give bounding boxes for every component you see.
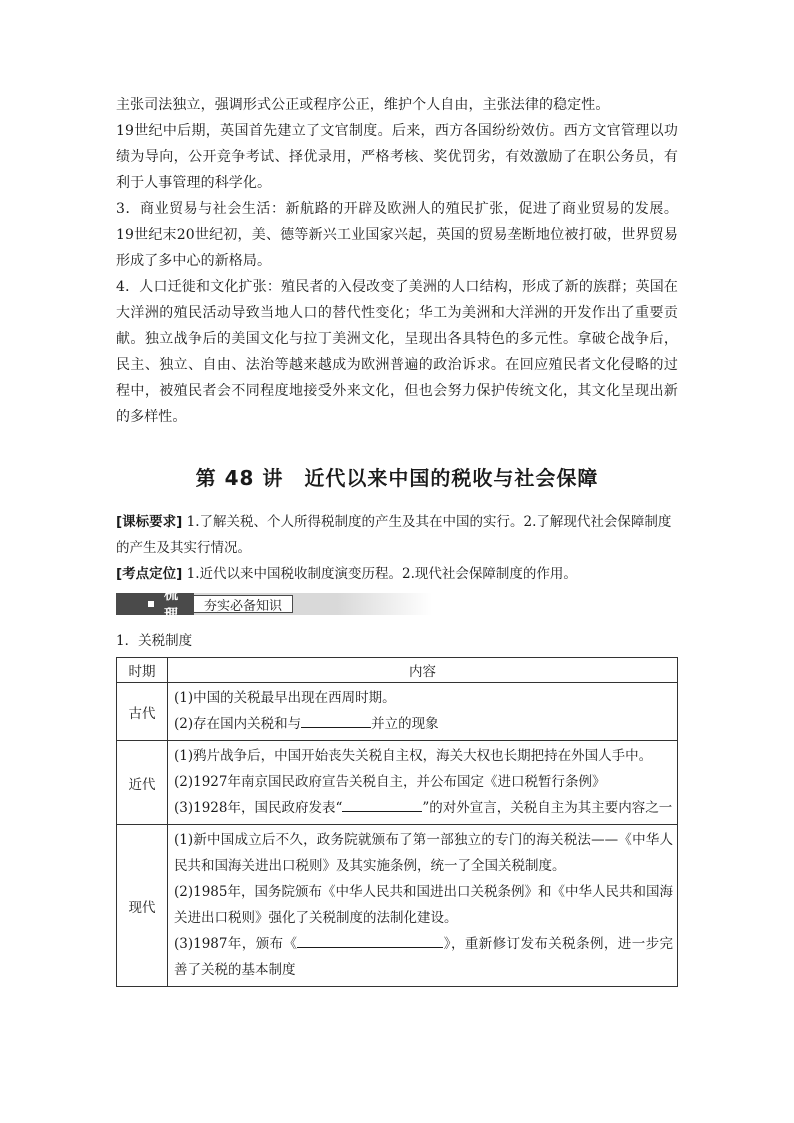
section-banner — [116, 587, 432, 623]
content-line — [174, 743, 673, 769]
line-text: (2)存在国内关税和与 — [174, 716, 302, 732]
table-header-row — [117, 658, 678, 683]
requirements-tag: [课标要求] — [116, 514, 183, 530]
header-content: 内容 — [168, 658, 678, 683]
line-text: (3)1928年，国民政府发表“ — [174, 800, 343, 816]
banner-subtitle: 夯实必备知识 — [194, 595, 293, 613]
section-heading: 1．关税制度 — [116, 633, 193, 649]
line-text: (1)新中国成立后不久，政务院就颁布了第一部独立的专门的海关税法——《中华人民共和国海关进出口税则》及其实施条例，统一了全国关税制度。 — [174, 832, 673, 874]
content-line — [174, 879, 673, 931]
table-row — [117, 683, 678, 741]
content-line — [174, 795, 673, 821]
table-body — [117, 683, 678, 987]
fill-in-blank — [301, 713, 371, 728]
period-cell: 近代 — [117, 741, 168, 825]
table-row — [117, 825, 678, 987]
curriculum-requirements — [116, 509, 678, 561]
table-row — [117, 741, 678, 825]
focus-text: 1.近代以来中国税收制度演变历程。2.现代社会保障制度的作用。 — [182, 566, 577, 582]
line-text: (1)中国的关税最早出现在西周时期。 — [174, 690, 396, 706]
line-text: (3)1987年，颁布《 — [174, 936, 298, 952]
square-icon — [148, 601, 154, 607]
line-text-after: 》，重新修订发布关税条例，进一步完善了关税的基本制度 — [174, 936, 674, 978]
intro-paragraph: 4．人口迁徙和文化扩张：殖民者的入侵改变了美洲的人口结构，形成了新的族群；英国在大洋洲的殖民活动导致当地人口的替代性变化；华工为美洲和大洋洲的开发作出了重要贡献。独立战争后的美国文化与拉丁美洲文化，呈现出各具特色的多元性。拿破仑战争后，民主、独立、自由、法治等越来越成为欧洲普遍的政治诉求。在回应殖民者文化侵略的过程中，被殖民者会不同程度地接受外来文化，但也会努力保护传统文化，其文化呈现出新的多样性。 — [116, 279, 678, 425]
period-cell: 现代 — [117, 825, 168, 987]
exam-focus — [116, 561, 678, 587]
lecture-title: 第 48 讲 近代以来中国的税收与社会保障 — [195, 466, 599, 490]
line-text: (2)1985年，国务院颁布《中华人民共和国进出口关税条例》和《中华人民共和国海关进出口税则》强化了关税制度的法制化建设。 — [174, 884, 673, 926]
line-text: (2)1927年南京国民政府宣告关税自主，并公布国定《进口税暂行条例》 — [174, 774, 606, 790]
requirements-text: 1.了解关税、个人所得税制度的产生及其在中国的实行。2.了解现代社会保障制度的产生及其实行情况。 — [116, 514, 672, 556]
page-content — [116, 92, 678, 987]
content-line — [174, 685, 673, 711]
fill-in-blank — [342, 797, 422, 812]
line-text-after: ”的对外宣言，关税自主为其主要内容之一 — [422, 800, 673, 816]
content-line — [174, 711, 673, 737]
tariff-table — [116, 657, 678, 987]
header-period: 时期 — [117, 658, 168, 683]
banner-label-box — [116, 587, 194, 623]
content-cell — [168, 825, 678, 987]
line-text-after: 并立的现象 — [371, 716, 439, 732]
period-cell: 古代 — [117, 683, 168, 741]
content-line — [174, 827, 673, 879]
focus-tag: [考点定位] — [116, 566, 183, 582]
line-text: (1)鸦片战争后，中国开始丧失关税自主权，海关大权也长期把持在外国人手中。 — [174, 748, 653, 764]
intro-paragraph: 19世纪中后期，英国首先建立了文官制度。后来，西方各国纷纷效仿。西方文官管理以功绩为导向，公开竞争考试、择优录用，严格考核、奖优罚劣，有效激励了在职公务员，有利于人事管理的科学化。 — [116, 123, 678, 191]
content-line — [174, 931, 673, 983]
content-cell — [168, 741, 678, 825]
intro-paragraph: 主张司法独立，强调形式公正或程序公正，维护个人自由，主张法律的稳定性。 — [116, 97, 610, 113]
fill-in-blank — [297, 933, 443, 948]
content-cell — [168, 683, 678, 741]
banner-label: 梳理 — [164, 587, 178, 623]
content-line — [174, 769, 673, 795]
intro-paragraph: 3．商业贸易与社会生活：新航路的开辟及欧洲人的殖民扩张，促进了商业贸易的发展。19世纪末20世纪初，美、德等新兴工业国家兴起，英国的贸易垄断地位被打破，世界贸易形成了多中心的新格局。 — [116, 201, 678, 269]
